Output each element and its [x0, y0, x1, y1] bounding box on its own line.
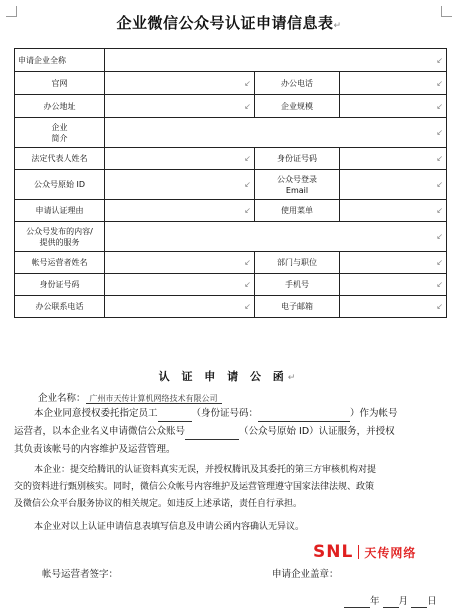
cell-mark: ↙	[436, 206, 444, 215]
paragraph-mark: ↵	[287, 373, 300, 383]
company-name-value: 广州市天传计算机网络技术有限公司	[86, 394, 222, 404]
table-row	[15, 222, 447, 252]
table-row	[15, 170, 447, 200]
operator-signature-line: 帐号运营者签字：	[42, 569, 119, 580]
document-title-text: 企业微信公众号认证申请信息表	[116, 14, 334, 32]
paragraph-mark: ↵	[333, 21, 342, 31]
company-intro-label	[15, 118, 105, 148]
p1-text-a: 本企业同意授权委托指定员工	[34, 408, 158, 419]
company-name-cell[interactable]	[105, 49, 447, 72]
content-services-label-line2: 提供的服务	[39, 237, 80, 247]
letter-paragraph-2	[14, 463, 442, 511]
login-email-cell[interactable]	[340, 170, 447, 200]
office-address-label: 办公地址	[15, 95, 105, 118]
p1-line2-text-b: （公众号原始 ID）认证服务，并授权	[239, 426, 395, 437]
email-label: 电子邮箱	[255, 296, 340, 318]
company-intro-label-line1: 企业	[51, 122, 68, 132]
operator-name-cell[interactable]	[105, 252, 255, 274]
snl-logo-text: SNL	[313, 542, 354, 562]
menu-cell[interactable]	[340, 200, 447, 222]
cell-mark: ↙	[244, 101, 251, 111]
menu-label: 使用菜单	[255, 200, 340, 222]
cell-mark: ↙	[244, 78, 251, 88]
table-row	[15, 200, 447, 222]
office-address-cell[interactable]	[105, 95, 255, 118]
website-cell[interactable]	[105, 72, 255, 95]
logo-divider	[358, 545, 359, 559]
office-phone-cell[interactable]	[340, 72, 447, 95]
company-intro-cell[interactable]	[105, 118, 447, 148]
month-label: 月	[398, 596, 409, 607]
email-cell[interactable]	[340, 296, 447, 318]
p2-line2: 交的资料进行甄别核实。同时，微信公众帐号内容维护及运营管理遵守国家法律法规、政策	[14, 482, 375, 492]
department-position-cell[interactable]	[340, 252, 447, 274]
application-info-table	[14, 48, 447, 318]
cell-mark: ↙	[436, 128, 444, 137]
brand-name-text: 天传网络	[364, 545, 417, 560]
content-services-cell[interactable]	[105, 222, 447, 252]
document-title	[0, 12, 458, 33]
website-label: 官网	[15, 72, 105, 95]
employee-id-blank[interactable]	[258, 407, 350, 422]
office-contact-label: 办公联系电话	[15, 296, 105, 318]
company-scale-cell[interactable]	[340, 95, 447, 118]
employee-name-blank[interactable]	[158, 407, 192, 422]
login-email-label-line2: Email	[285, 185, 309, 195]
cell-mark: ↙	[436, 302, 444, 311]
cell-mark: ↙	[436, 101, 444, 111]
company-seal-line: 申请企业盖章：	[272, 569, 339, 580]
operator-id-label: 身份证号码	[15, 274, 105, 296]
login-email-label	[255, 170, 340, 200]
office-contact-cell[interactable]	[105, 296, 255, 318]
cell-mark: ↙	[436, 180, 444, 189]
cell-mark: ↙	[244, 258, 251, 267]
snl-logo	[313, 542, 416, 562]
letter-paragraph-3	[14, 520, 442, 534]
department-position-label: 部门与职位	[255, 252, 340, 274]
original-id-cell[interactable]	[105, 170, 255, 200]
year-blank[interactable]	[344, 596, 370, 608]
day-label: 日	[427, 596, 437, 607]
table-row	[15, 95, 447, 118]
table-row	[15, 252, 447, 274]
cert-reason-label: 申请认证理由	[15, 200, 105, 222]
cell-mark: ↙	[436, 258, 444, 267]
company-name-label: 申请企业全称	[15, 49, 105, 72]
table-row	[15, 72, 447, 95]
mobile-cell[interactable]	[340, 274, 447, 296]
year-label: 年	[370, 596, 380, 607]
table-row	[15, 148, 447, 170]
p1-text-b: （身份证号码：	[191, 408, 259, 419]
day-blank[interactable]	[411, 596, 427, 608]
company-name-line	[14, 392, 442, 406]
cell-mark: ↙	[244, 206, 251, 215]
cell-mark: ↙	[244, 302, 251, 311]
login-email-label-line1: 公众号登录	[277, 174, 317, 184]
cell-mark: ↙	[244, 180, 251, 189]
p1-line2-text-a: 运营者，以本企业名义申请微信公众账号	[14, 426, 186, 437]
account-id-blank[interactable]	[185, 425, 239, 440]
p1-text-c: ）作为帐号	[350, 408, 398, 419]
operator-id-cell[interactable]	[105, 274, 255, 296]
table-row	[15, 296, 447, 318]
legal-rep-name-label: 法定代表人姓名	[15, 148, 105, 170]
cell-mark: ↙	[436, 280, 444, 289]
letter-title-text: 认 证 申 请 公 函	[158, 370, 288, 383]
p3-text: 本企业对以上认证申请信息表填写信息及申请公函内容确认无异议。	[34, 522, 305, 532]
date-line	[344, 593, 437, 608]
legal-rep-id-cell[interactable]	[340, 148, 447, 170]
cell-mark: ↙	[436, 154, 444, 163]
original-id-label: 公众号原始 ID	[15, 170, 105, 200]
p2-line1: 本企业：提交给腾讯的认证资料真实无误，并授权腾讯及其委托的第三方审核机构对提	[34, 465, 377, 475]
cell-mark: ↙	[436, 232, 444, 241]
office-phone-label: 办公电话	[255, 72, 340, 95]
p2-line3: 及微信公众平台服务协议的相关规定。如违反上述承诺，责任自行承担。	[14, 499, 303, 509]
cert-reason-cell[interactable]	[105, 200, 255, 222]
p1-line3: 其负责该帐号的内容维护及运营管理。	[14, 444, 176, 455]
cell-mark: ↙	[244, 154, 251, 163]
cell-mark: ↙	[436, 55, 444, 65]
company-intro-label-line2: 简介	[51, 133, 68, 143]
company-scale-label: 企业规模	[255, 95, 340, 118]
table-row	[15, 49, 447, 72]
month-blank[interactable]	[383, 596, 399, 608]
content-services-label	[15, 222, 105, 252]
table-row	[15, 274, 447, 296]
table-row	[15, 118, 447, 148]
content-services-label-line1: 公众号发布的内容/	[26, 226, 93, 236]
legal-rep-name-cell[interactable]	[105, 148, 255, 170]
cell-mark: ↙	[244, 280, 251, 289]
mobile-label: 手机号	[255, 274, 340, 296]
letter-paragraph-1	[14, 407, 442, 457]
company-name-prompt: 企业名称：	[38, 393, 86, 404]
cell-mark: ↙	[436, 78, 444, 88]
operator-name-label: 帐号运营者姓名	[15, 252, 105, 274]
letter-title	[0, 368, 458, 384]
legal-rep-id-label: 身份证号码	[255, 148, 340, 170]
